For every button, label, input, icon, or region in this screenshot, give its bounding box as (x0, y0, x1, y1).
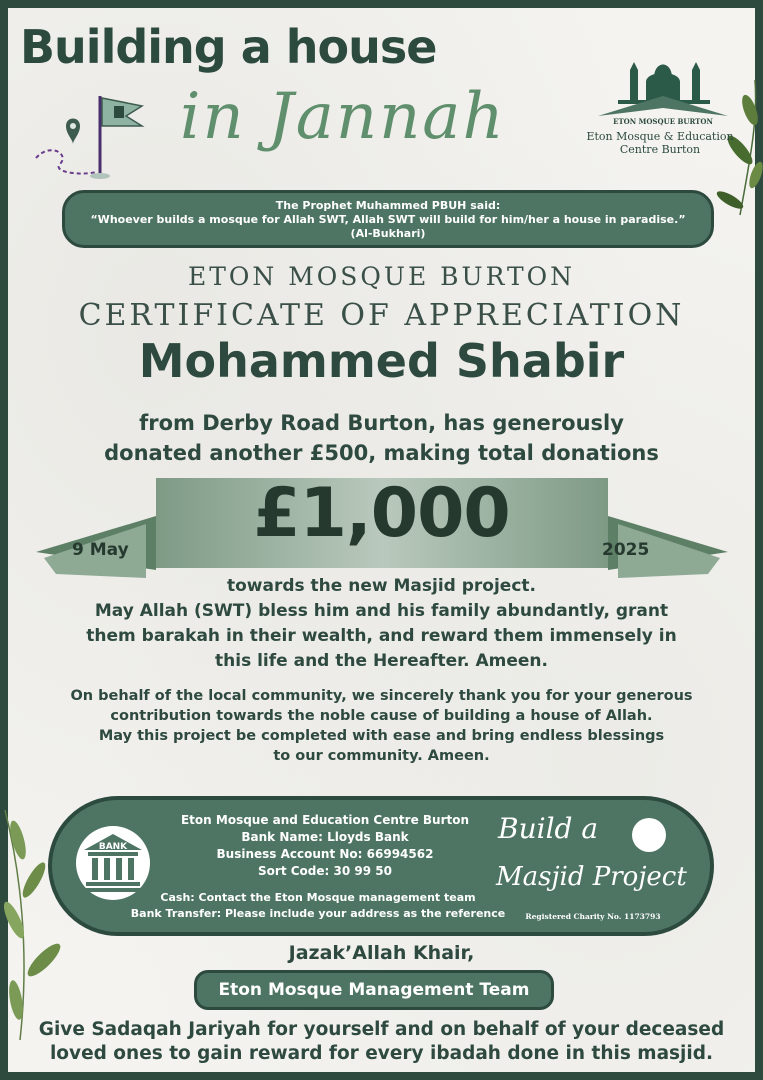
blessing-text (0, 574, 763, 674)
bank-icon-label: BANK (98, 842, 128, 852)
flag-thumbs-up-icon (30, 92, 150, 182)
sadaqah-line2: loved ones to gain reward for every ibadah done in this masjid. (49, 1043, 714, 1064)
behalf-line: to our community. Ameen. (273, 748, 490, 764)
bank-sort-code: Sort Code: 30 99 50 (258, 864, 392, 878)
from-line2: donated another £500, making total donations (104, 441, 659, 465)
build-heading-line2: Masjid Project (496, 862, 687, 892)
payment-notes (128, 890, 508, 922)
page-title: Building a house (20, 20, 437, 74)
quote-line2: “Whoever builds a mosque for Allah SWT, Allah SWT will build for him/her a house in paradise.” (90, 213, 686, 226)
towards-line: them barakah in their wealth, and reward them immensely in (86, 626, 677, 646)
quote-line1: The Prophet Muhammed PBUH said: (275, 199, 501, 212)
sadaqah-appeal (0, 1018, 763, 1066)
quote-line3: (Al-Bukhari) (350, 227, 426, 240)
transfer-note: Bank Transfer: Please include your address as the reference (130, 907, 506, 920)
bank-name: Bank Name: Lloyds Bank (241, 830, 409, 844)
team-badge: Eton Mosque Management Team (194, 970, 554, 1010)
logo-name-line1: Eton Mosque & Education (586, 130, 734, 143)
thanks-text (0, 686, 763, 766)
mosque-logo-icon (588, 20, 738, 135)
closing-greeting: Jazak’Allah Khair, (288, 942, 475, 964)
build-heading-line1: Build a (498, 812, 599, 845)
logo-name-line2: Centre Burton (619, 143, 701, 156)
date-day: 9 May (72, 540, 129, 560)
behalf-line: On behalf of the local community, we sincerely thank you for your generous (70, 688, 693, 704)
certificate-title: CERTIFICATE OF APPRECIATION (78, 298, 685, 333)
cash-note: Cash: Contact the Eton Mosque management team (160, 891, 476, 904)
hadith-quote-box (62, 190, 714, 248)
bank-org: Eton Mosque and Education Centre Burton (180, 813, 470, 827)
charity-number: Registered Charity No. 1173793 (525, 912, 661, 921)
certificate-org: ETON MOSQUE BURTON (187, 262, 576, 291)
logo-arc-text: ETON MOSQUE BURTON (613, 117, 713, 126)
logo-name (560, 130, 760, 156)
towards-line: May Allah (SWT) bless him and his family abundantly, grant (94, 601, 669, 621)
donor-name: Mohammed Shabir (138, 334, 625, 388)
sadaqah-line1: Give Sadaqah Jariyah for yourself and on behalf of your deceased (38, 1019, 725, 1040)
page-subtitle: in Jannah (180, 80, 506, 154)
bank-info (160, 812, 490, 880)
date-year: 2025 (602, 540, 650, 560)
towards-line: this life and the Hereafter. Ameen. (215, 651, 548, 671)
behalf-line: contribution towards the noble cause of building a house of Allah. (110, 708, 653, 724)
total-amount: £1,000 (253, 474, 510, 553)
from-line1: from Derby Road Burton, has generously (139, 411, 624, 435)
bank-icon (80, 830, 146, 896)
donation-description (0, 408, 763, 468)
mosque-mini-logo-icon (632, 818, 666, 852)
bank-account: Business Account No: 66994562 (216, 847, 434, 861)
towards-line: towards the new Masjid project. (226, 576, 536, 596)
behalf-line: May this project be completed with ease and bring endless blessings (98, 728, 665, 744)
